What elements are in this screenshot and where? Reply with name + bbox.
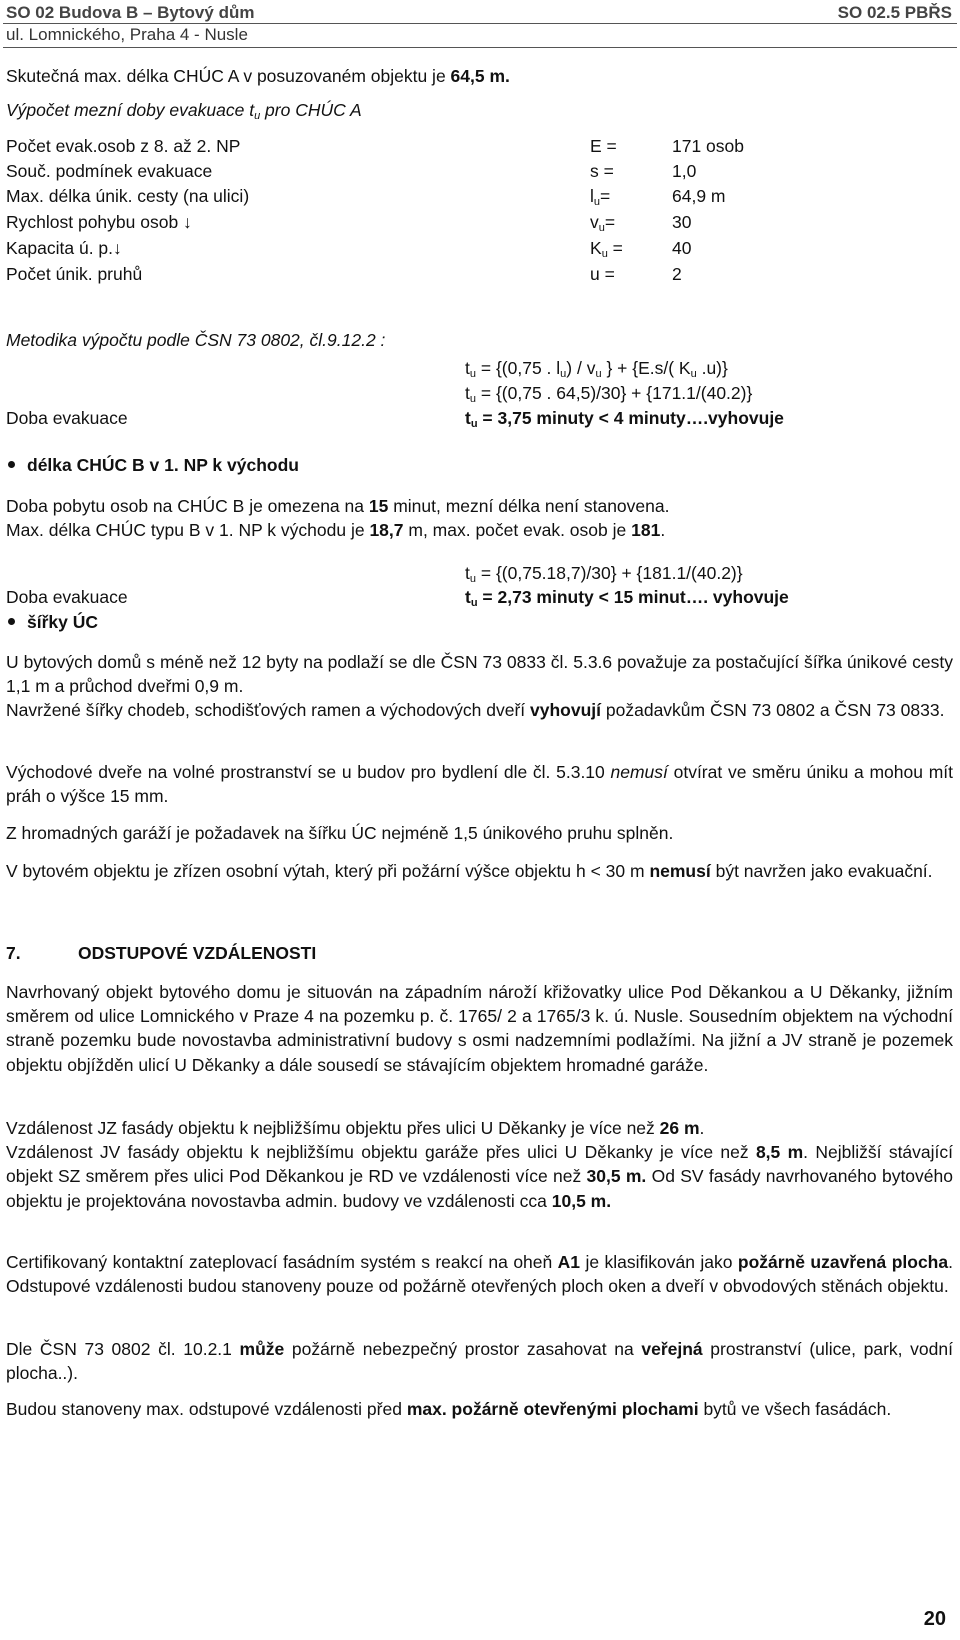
param-label: Rychlost pohybu osob ↓: [6, 212, 192, 232]
paragraph-lift: V bytovém objektu je zřízen osobní výtah, který při požární výšce objektu h < 30 m nemusí být navržen jako evakuační.: [6, 861, 933, 881]
param-label: Počet evak.osob z 8. až 2. NP: [6, 136, 241, 156]
bullet-icon: [8, 461, 15, 468]
bullet-chuc-b: délka CHÚC B v 1. NP k východu: [8, 455, 299, 476]
bullet-icon: [8, 618, 15, 625]
header-rule: [3, 23, 957, 24]
param-symbol: E =: [590, 136, 617, 156]
param-value: 1,0: [672, 161, 697, 181]
paragraph-garage: Z hromadných garáží je požadavek na šířku ÚC nejméně 1,5 únikového pruhu splněn.: [6, 823, 674, 843]
doba-evakuace-label-2: Doba evakuace: [6, 587, 128, 607]
formula-general: $t_u = \{(0,75$ . $l_u) / v_u$ } + {E.s/( $K_u$ .u)}: [465, 358, 728, 380]
formula-substituted: $t_u = \{(0,75$ . 64,5)/30} + {171.1/(40.2)}: [465, 383, 753, 405]
paragraph-csn: Dle ČSN 73 0802 čl. 10.2.1 může požárně nebezpečný prostor zasahovat na veřejná prostranství (ulice, park, vodní plocha..).: [6, 1339, 953, 1384]
chuc-b-line1: Doba pobytu osob na CHÚC B je omezena na 15 minut, mezní délka není stanovena.: [6, 496, 670, 516]
paragraph-width-2: Navržené šířky chodeb, schodišťových ramen a východových dveří vyhovují požadavkům ČSN 73 0802 a ČSN 73 0833.: [6, 700, 945, 720]
bullet-sirky: šířky ÚC: [8, 612, 98, 633]
param-value: 30: [672, 212, 692, 232]
doba-evakuace-label: Doba evakuace: [6, 408, 128, 428]
chuc-b-line2: Max. délka CHÚC typu B v 1. NP k východu je 18,7 m, max. počet evak. osob je 181.: [6, 520, 666, 540]
param-symbol: s =: [590, 161, 614, 181]
header-title: SO 02 Budova B – Bytový dům: [6, 3, 255, 22]
calc-title: Výpočet mezní doby evakuace $t_u$ pro CHÚC A: [6, 100, 362, 122]
param-value: 2: [672, 264, 682, 284]
paragraph-doors: Východové dveře na volné prostranství se u budov pro bydlení dle čl. 5.3.10 nemusí otvírat ve směru úniku a mohou mít práh o výšce 15 mm.: [6, 762, 953, 807]
header-rule-2: [3, 47, 957, 48]
paragraph-facade: Certifikovaný kontaktní zateplovací fasádním systém s reakcí na oheň A1 je klasifikován jako požárně uzavřená plocha. Odstupové vzdálenosti budou stanoveny pouze od požárně otevřených ploch oken a dveří v obvodových stěnách objektu.: [6, 1252, 953, 1297]
param-label: Počet únik. pruhů: [6, 264, 143, 284]
param-label: Max. délka únik. cesty (na ulici): [6, 186, 250, 206]
header-code: SO 02.5 PBŘS: [837, 3, 952, 22]
page-number: 20: [923, 1608, 946, 1630]
param-label: Souč. podmínek evakuace: [6, 161, 213, 181]
header-address: ul. Lomnického, Praha 4 - Nusle: [6, 25, 248, 44]
param-symbol: $l_u=$: [590, 186, 611, 208]
result-chuc-a: $t_u = 3,75$ minuty < 4 minuty….vyhovuje: [465, 408, 784, 430]
section-title: ODSTUPOVÉ VZDÁLENOSTI: [78, 943, 317, 963]
paragraph-situation: Navrhovaný objekt bytového domu je situován na západním nároží křižovatky ulice Pod Děkankou a U Děkanky, jižním směrem od ulice Lomnického v Praze 4 na pozemku p. č. 1765/ 2 a 1765/3 k. ú. Nusle. Sousedním objektem na východní straně pozemku bude novostavba administrativní budovy s osmi nadzemními podlažími. Na jižní a JV straně je pozemek objektu objížděn ulicí U Děkanky a dále sousedí se stávajícím objektem hromadné garáže.: [6, 982, 953, 1075]
max-length-statement: Skutečná max. délka CHÚC A v posuzovaném objektu je 64,5 m.: [6, 66, 510, 86]
param-symbol: $K_u$ =: [590, 238, 623, 260]
paragraph-distances: Vzdálenost JZ fasády objektu k nejbližšímu objektu přes ulici U Děkanky je více než 26 m. Vzdálenost JV fasády objektu k nejbližšímu objektu garáže přes ulici U Děkanky je více než 8,5 m. Nejbližší stávající objekt SZ směrem přes ulici Pod Děkankou je RD ve vzdálenosti více než 30,5 m. Od SV fasády navrhovaného bytového objektu je projektována novostavba admin. budovy ve vzdálenosti cca 10,5 m.: [6, 1118, 954, 1211]
param-value: 64,9 m: [672, 186, 726, 206]
param-symbol: u =: [590, 264, 615, 284]
param-value: 40: [672, 238, 692, 258]
param-value: 171 osob: [672, 136, 745, 156]
paragraph-width-1: U bytových domů s méně než 12 byty na podlaží se dle ČSN 73 0833 čl. 5.3.6 považuje za postačující šířka únikové cesty 1,1 m a průchod dveřmi 0,9 m.: [6, 652, 953, 697]
param-symbol: $v_u=$: [590, 212, 616, 234]
param-label: Kapacita ú. p.↓: [6, 238, 122, 258]
paragraph-distances-final: Budou stanoveny max. odstupové vzdálenosti před max. požárně otevřenými plochami bytů ve všech fasádách.: [6, 1399, 892, 1419]
section-number: 7.: [6, 943, 21, 963]
result-chuc-b: $t_u = 2,73$ minuty < 15 minut…. vyhovuje: [465, 587, 789, 609]
formula-chuc-b: $t_u = \{(0,75.18,7)/30\} + \{181.1/(40.2)\}$: [465, 563, 743, 585]
method-title: Metodika výpočtu podle ČSN 73 0802, čl.9.12.2 :: [6, 330, 386, 350]
